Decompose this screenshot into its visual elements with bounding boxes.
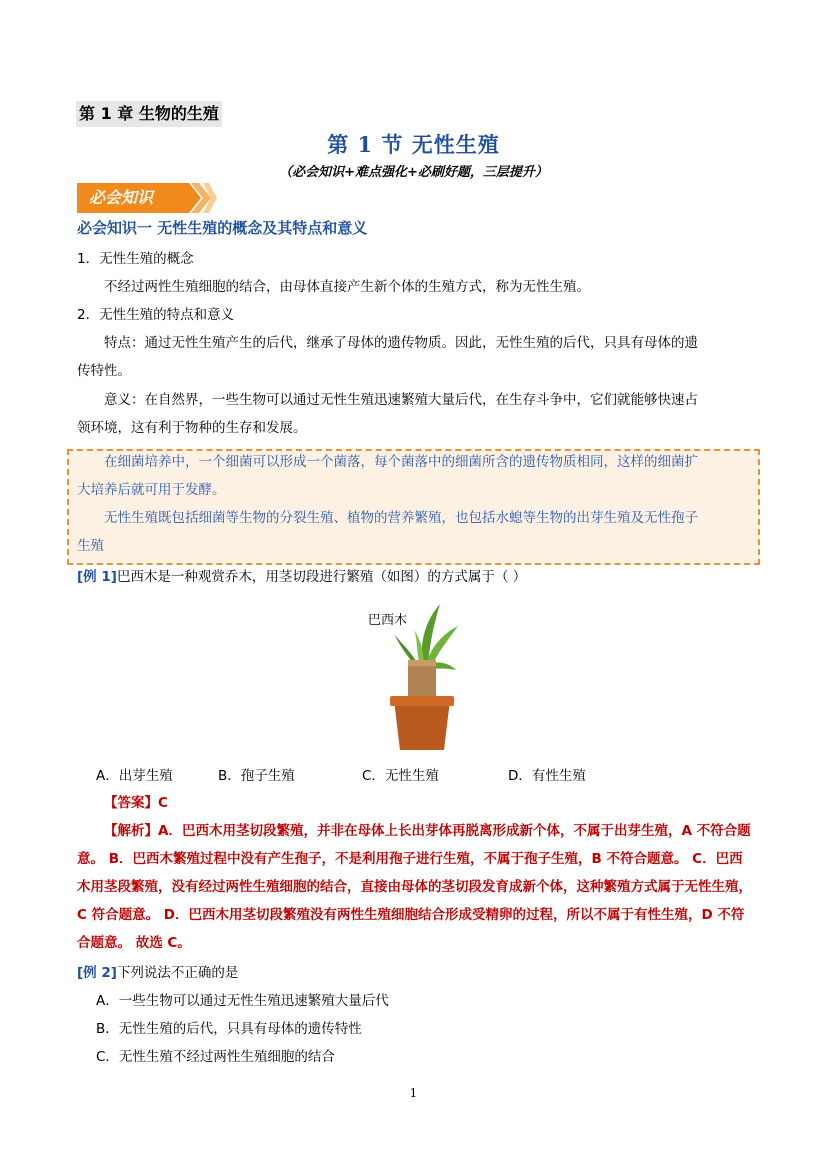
answer-value: C xyxy=(158,795,168,811)
page-number: 1 xyxy=(409,1086,418,1100)
example-2-option-a: A．一些生物可以通过无性生殖迅速繁殖大量后代 xyxy=(96,993,389,1009)
analysis-paragraph xyxy=(77,817,755,957)
example-1-label: [例 1] xyxy=(77,569,117,585)
example-2-question: 下列说法不正确的是 xyxy=(116,965,239,981)
item-1-body: 不经过两性生殖细胞的结合，由母体直接产生新个体的生殖方式，称为无性生殖。 xyxy=(104,279,590,295)
feature-line-2: 传特性。 xyxy=(77,363,131,379)
meaning-line-2: 领环境，这有利于物种的生存和发展。 xyxy=(77,420,307,436)
example-2-option-b: B．无性生殖的后代，只具有母体的遗传特性 xyxy=(96,1021,362,1037)
note-line-2: 大培养后就可用于发酵。 xyxy=(77,482,226,498)
feature-line-1: 特点：通过无性生殖产生的后代，继承了母体的遗传物质。因此，无性生殖的后代，只具有母体的遗 xyxy=(104,335,698,351)
item-2-head: 2．无性生殖的特点和意义 xyxy=(77,307,235,323)
subtitle: （必会知识+难点强化+必刷好题，三层提升） xyxy=(279,165,548,180)
example-2-label: [例 2] xyxy=(77,965,117,981)
answer-line xyxy=(104,789,168,817)
analysis-text: A．巴西木用茎切段繁殖，并非在母体上长出芽体再脱离形成新个体，不属于出芽生殖，A 不符合题意。 B．巴西木繁殖过程中没有产生孢子，不是利用孢子进行生殖，不属于孢子生殖，B 不符合题意。 C．巴西木用茎段繁殖，没有经过两性生殖细胞的结合，直接由母体的茎切段发育成新个体，这种繁殖方式属于无性生殖，C 符合题意。 D．巴西木用茎切段繁殖没有两性生殖细胞结合形成受精卵的过程，所以不属于有性生殖，D 不符合题意。 故选 C。 xyxy=(77,823,752,951)
example-1-option-a: A．出芽生殖 xyxy=(96,768,173,784)
plant-image xyxy=(360,600,480,760)
example-1-option-c: C．无性生殖 xyxy=(362,768,439,784)
chapter-label: 第 1 章 生物的生殖 xyxy=(76,101,222,127)
note-line-1: 在细菌培养中，一个细菌可以形成一个菌落，每个菌落中的细菌所含的遗传物质相同，这样的细菌扩 xyxy=(104,454,698,470)
example-2-question-line xyxy=(77,959,238,987)
section-title: 第 1 节 无性生殖 xyxy=(327,132,500,157)
note-line-4: 生殖 xyxy=(77,538,104,554)
answer-label: 【答案】 xyxy=(104,795,158,811)
meaning-line-1: 意义：在自然界，一些生物可以通过无性生殖迅速繁殖大量后代，在生存斗争中，它们就能够快速占 xyxy=(104,392,698,408)
knowledge-heading: 必会知识一 无性生殖的概念及其特点和意义 xyxy=(77,219,368,237)
item-1-head: 1．无性生殖的概念 xyxy=(77,251,194,267)
banner-text: 必会知识 xyxy=(89,188,154,207)
example-1-question-line xyxy=(77,563,526,591)
figure-label: 巴西木 xyxy=(368,613,408,628)
example-1-option-b: B．孢子生殖 xyxy=(218,768,295,784)
example-1-question: 巴西木是一种观赏乔木，用茎切段进行繁殖（如图）的方式属于（ ） xyxy=(116,569,527,585)
example-2-option-c: C．无性生殖不经过两性生殖细胞的结合 xyxy=(96,1049,335,1065)
note-line-3: 无性生殖既包括细菌等生物的分裂生殖、植物的营养繁殖，也包括水螅等生物的出芽生殖及无性孢子 xyxy=(104,510,698,526)
example-1-option-d: D．有性生殖 xyxy=(508,768,586,784)
analysis-label: 【解析】 xyxy=(104,823,158,839)
